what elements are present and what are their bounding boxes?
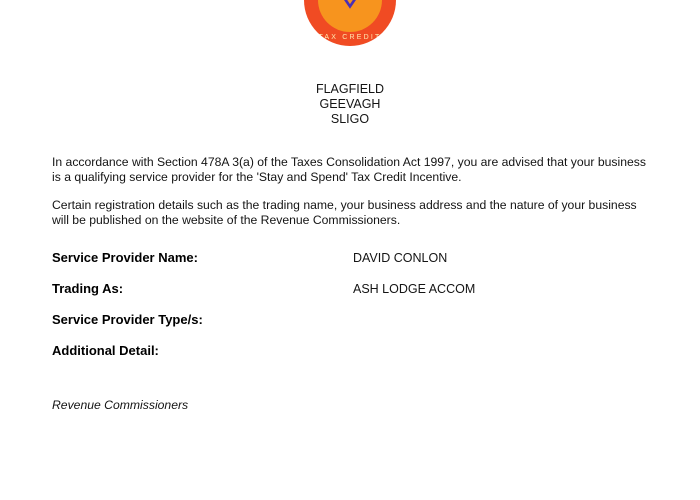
field-value-service-provider-name: DAVID CONLON [353, 251, 448, 265]
logo-chevron-inner-icon [344, 0, 356, 4]
revenue-logo-icon [304, 0, 396, 46]
paragraph-qualifying-provider: In accordance with Section 478A 3(a) of the Taxes Consolidation Act 1997, you are advised that your business is a qualifying service provider for the 'Stay and Spend' Tax Credit Incentive. [52, 155, 646, 184]
field-label-trading-as: Trading As: [52, 281, 124, 296]
logo-container [0, 0, 700, 46]
field-label-additional-detail: Additional Detail: [52, 343, 159, 358]
address-line-1: FLAGFIELD [315, 82, 385, 96]
address-line-3: SLIGO [330, 112, 370, 126]
address-line-2: GEEVAGH [319, 97, 381, 111]
paragraph-publication-notice: Certain registration details such as the trading name, your business address and the nature of your business will be published on the website of the Revenue Commissioners. [52, 198, 637, 227]
logo-caption: TAX CREDIT [318, 34, 382, 41]
field-value-trading-as: ASH LODGE ACCOM [353, 282, 476, 296]
field-row [52, 250, 662, 281]
field-label-service-provider-name: Service Provider Name: [52, 250, 198, 265]
field-row [52, 343, 662, 374]
field-row [52, 312, 662, 343]
field-label-service-provider-types: Service Provider Type/s: [52, 312, 203, 327]
signature-line: Revenue Commissioners [52, 398, 189, 412]
address-block [0, 82, 700, 127]
details-field-list [52, 250, 662, 374]
field-row [52, 281, 662, 312]
